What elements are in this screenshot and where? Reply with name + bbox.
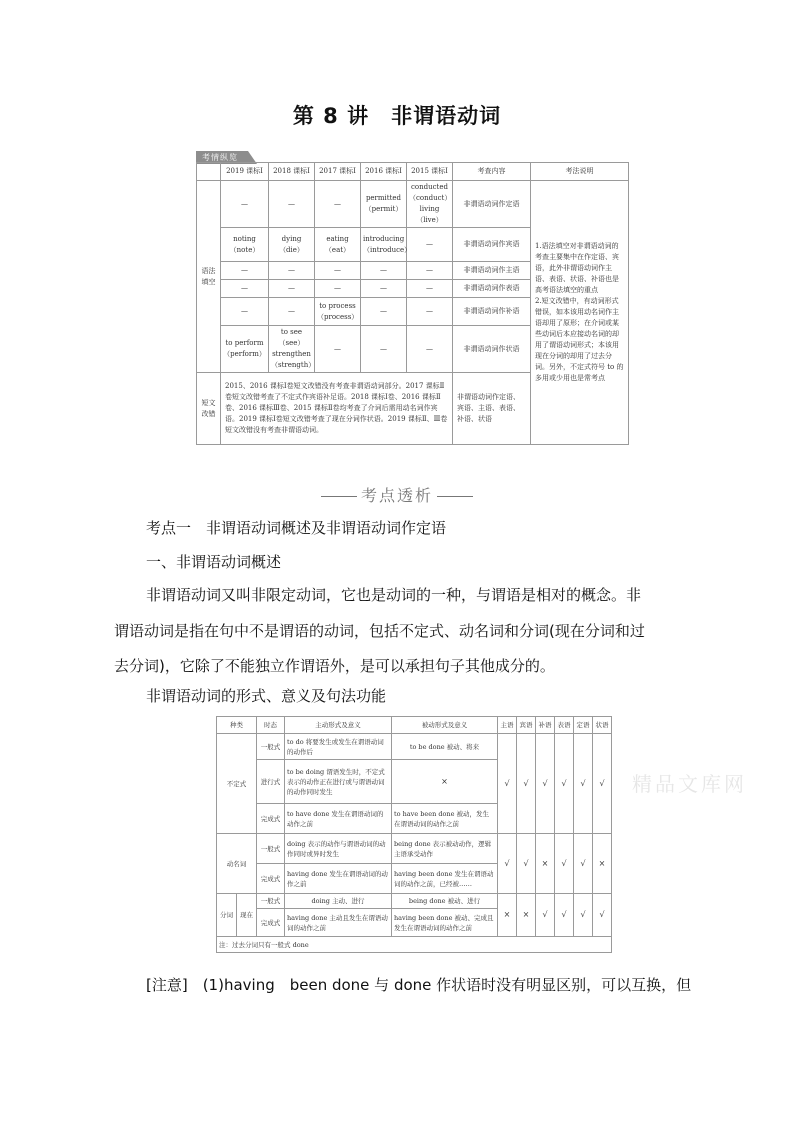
overview-cell: permitted （permit） bbox=[361, 181, 407, 228]
tense-cell: 进行式 bbox=[257, 760, 285, 804]
exam-explanation: 1.语法填空对非谓语动词的考查主要集中在作定语、宾语，此外非谓语动词作主语、表语、状语、补语也是高考语法填空的重点 2.短文改错中，有动词形式错误，如本该用动名词作主语却用了原形；在介词或某些动词后本应接动名词的却用了谓语动词形式；本该用现在分词的却用了过去分词。另外，不定式符号 to 的多用或少用也是常考点 bbox=[531, 181, 629, 445]
overview-cell: — bbox=[221, 298, 269, 326]
overview-header: 2015 课标Ⅰ bbox=[407, 163, 453, 181]
exam-overview-table bbox=[196, 162, 629, 445]
overview-row bbox=[197, 181, 629, 228]
tense-cell: 完成式 bbox=[257, 864, 285, 894]
function-mark: √ bbox=[593, 734, 612, 834]
function-mark: √ bbox=[498, 734, 517, 834]
overview-cell: — bbox=[361, 262, 407, 280]
participle-present: 现在 bbox=[237, 894, 257, 937]
overview-cell: eating （eat） bbox=[315, 228, 361, 262]
forms-header: 定语 bbox=[574, 717, 593, 734]
function-mark: √ bbox=[536, 734, 555, 834]
forms-header: 时态 bbox=[257, 717, 285, 734]
overview-header: 2017 课标Ⅰ bbox=[315, 163, 361, 181]
table-row bbox=[217, 734, 612, 760]
function-mark: √ bbox=[498, 834, 517, 894]
overview-cell: — bbox=[221, 280, 269, 298]
function-mark: √ bbox=[555, 734, 574, 834]
function-mark: √ bbox=[593, 894, 612, 937]
active-cell: to have done 发生在谓语动词的动作之前 bbox=[285, 804, 392, 834]
watermark: 精品文库网 bbox=[632, 772, 747, 796]
active-cell: having done 发生在谓语动词的动作之前 bbox=[285, 864, 392, 894]
overview-cell: — bbox=[361, 298, 407, 326]
forms-header: 宾语 bbox=[517, 717, 536, 734]
forms-header: 被动形式及意义 bbox=[392, 717, 498, 734]
overview-content: 非谓语动词作定语 bbox=[453, 181, 531, 228]
overview-cell: — bbox=[361, 280, 407, 298]
function-mark: √ bbox=[555, 834, 574, 894]
overview-cell: to see（see） strengthen （strength） bbox=[269, 326, 315, 373]
forms-header: 表语 bbox=[555, 717, 574, 734]
category-correction: 短文 改错 bbox=[197, 373, 221, 445]
overview-cell: introducing （introduce） bbox=[361, 228, 407, 262]
overview-content: 非谓语动词作主语 bbox=[453, 262, 531, 280]
section-heading bbox=[0, 483, 794, 506]
overview-cell: conducted （conduct） living（live） bbox=[407, 181, 453, 228]
overview-cell: — bbox=[315, 280, 361, 298]
passive-cell: × bbox=[392, 760, 498, 804]
kind-infinitive: 不定式 bbox=[217, 734, 257, 834]
forms-header: 补语 bbox=[536, 717, 555, 734]
overview-cell: — bbox=[407, 228, 453, 262]
overview-cell: — bbox=[407, 262, 453, 280]
overview-content: 非谓语动词作宾语 bbox=[453, 228, 531, 262]
table-row bbox=[217, 834, 612, 864]
correction-description: 2015、2016 课标Ⅰ卷短文改错没有考查非谓语动词部分。2017 课标Ⅱ卷短文改错考查了不定式作宾语补足语。2018 课标Ⅰ卷、2016 课标Ⅱ卷、2016 课标Ⅲ卷、2015 课标Ⅱ卷均考查了介词后需用动名词作宾语。2019 课标Ⅰ卷短文改错考查了现在分词作状语。2019 课标Ⅱ、Ⅲ卷短文改错没有考查非谓语动词。 bbox=[221, 373, 453, 445]
overview-content: 非谓语动词作补语 bbox=[453, 298, 531, 326]
divider bbox=[437, 496, 473, 497]
table-footnote: 注：过去分词只有一般式 done bbox=[217, 937, 612, 953]
forms-header: 状语 bbox=[593, 717, 612, 734]
overview-cell: — bbox=[407, 298, 453, 326]
overview-header: 2016 课标Ⅰ bbox=[361, 163, 407, 181]
function-mark: √ bbox=[574, 734, 593, 834]
overview-cell: to process （process） bbox=[315, 298, 361, 326]
function-mark: √ bbox=[574, 894, 593, 937]
note-line: [注意] (1)having been done 与 done 作状语时没有明显区别，可以互换，但 bbox=[146, 976, 692, 994]
kind-gerund: 动名词 bbox=[217, 834, 257, 894]
passive-cell: having been done 被动、完成且发生在谓语动词的动作之前 bbox=[392, 909, 498, 937]
forms-table bbox=[216, 716, 612, 953]
paragraph-line: 去分词)，它除了不能独立作谓语外，是可以承担句子其他成分的。 bbox=[114, 657, 555, 675]
paragraph-line: 非谓语动词又叫非限定动词，它也是动词的一种，与谓语是相对的概念。非 bbox=[146, 586, 642, 604]
table-footnote-row bbox=[217, 937, 612, 953]
overview-cell: — bbox=[269, 280, 315, 298]
tense-cell: 完成式 bbox=[257, 909, 285, 937]
overview-cell: — bbox=[315, 181, 361, 228]
passive-cell: to have been done 被动，发生在谓语动词的动作之前 bbox=[392, 804, 498, 834]
overview-cell: — bbox=[407, 326, 453, 373]
active-cell: to do 将要发生或发生在谓语动词的动作后 bbox=[285, 734, 392, 760]
active-cell: doing 表示的动作与谓语动词的动作同时或异时发生 bbox=[285, 834, 392, 864]
overview-content: 非谓语动词作表语 bbox=[453, 280, 531, 298]
overview-cell: dying （die） bbox=[269, 228, 315, 262]
overview-cell: — bbox=[269, 262, 315, 280]
function-mark: × bbox=[536, 834, 555, 894]
table-title: 非谓语动词的形式、意义及句法功能 bbox=[146, 687, 387, 705]
overview-cell: — bbox=[407, 280, 453, 298]
overview-tab-label: 考情纵览 bbox=[196, 151, 248, 164]
function-mark: √ bbox=[517, 834, 536, 894]
divider bbox=[321, 496, 357, 497]
overview-cell: — bbox=[269, 181, 315, 228]
kind-participle: 分词 bbox=[217, 894, 237, 937]
passive-cell: being done 被动、进行 bbox=[392, 894, 498, 909]
overview-header: 2018 课标Ⅰ bbox=[269, 163, 315, 181]
forms-header: 主语 bbox=[498, 717, 517, 734]
function-mark: × bbox=[517, 894, 536, 937]
forms-header: 种类 bbox=[217, 717, 257, 734]
function-mark: √ bbox=[574, 834, 593, 894]
overview-cell: — bbox=[361, 326, 407, 373]
active-cell: doing 主动、进行 bbox=[285, 894, 392, 909]
subsection-title: 一、非谓语动词概述 bbox=[146, 553, 282, 571]
forms-header-row bbox=[217, 717, 612, 734]
overview-header-row bbox=[197, 163, 629, 181]
passive-cell: having been done 发生在谓语动词的动作之前，已经被…… bbox=[392, 864, 498, 894]
tense-cell: 完成式 bbox=[257, 804, 285, 834]
overview-content: 非谓语动词作状语 bbox=[453, 326, 531, 373]
active-cell: having done 主动且发生在谓语动词的动作之前 bbox=[285, 909, 392, 937]
page-title: 第 8 讲 非谓语动词 bbox=[292, 104, 502, 128]
overview-cell: noting （note） bbox=[221, 228, 269, 262]
overview-header: 考查内容 bbox=[453, 163, 531, 181]
overview-cell: — bbox=[315, 262, 361, 280]
overview-cell: — bbox=[315, 326, 361, 373]
active-cell: to be doing 谓语发生时，不定式表示的动作正在进行或与谓语动词的动作同时发生 bbox=[285, 760, 392, 804]
function-mark: × bbox=[593, 834, 612, 894]
passive-cell: to be done 被动、将来 bbox=[392, 734, 498, 760]
correction-content: 非谓语动词作定语、宾语、主语、表语、补语、状语 bbox=[453, 373, 531, 445]
key-point-title: 考点一 非谓语动词概述及非谓语动词作定语 bbox=[146, 519, 447, 537]
overview-header: 2019 课标Ⅰ bbox=[221, 163, 269, 181]
overview-cell: — bbox=[221, 262, 269, 280]
overview-cell: — bbox=[269, 298, 315, 326]
paragraph-line: 谓语动词是指在句中不是谓语的动词，包括不定式、动名词和分词(现在分词和过 bbox=[114, 622, 645, 640]
category-grammar-fill: 语法 填空 bbox=[197, 181, 221, 373]
function-mark: √ bbox=[536, 894, 555, 937]
section-heading-text: 考点透析 bbox=[360, 486, 433, 505]
passive-cell: being done 表示被动动作，逻辑主语承受动作 bbox=[392, 834, 498, 864]
function-mark: × bbox=[498, 894, 517, 937]
overview-header: 考法说明 bbox=[531, 163, 629, 181]
function-mark: √ bbox=[517, 734, 536, 834]
function-mark: √ bbox=[555, 894, 574, 937]
overview-cell: — bbox=[221, 181, 269, 228]
tense-cell: 一般式 bbox=[257, 834, 285, 864]
tense-cell: 一般式 bbox=[257, 734, 285, 760]
table-row bbox=[217, 894, 612, 909]
tense-cell: 一般式 bbox=[257, 894, 285, 909]
forms-header: 主动形式及意义 bbox=[285, 717, 392, 734]
overview-cell: to perform （perform） bbox=[221, 326, 269, 373]
